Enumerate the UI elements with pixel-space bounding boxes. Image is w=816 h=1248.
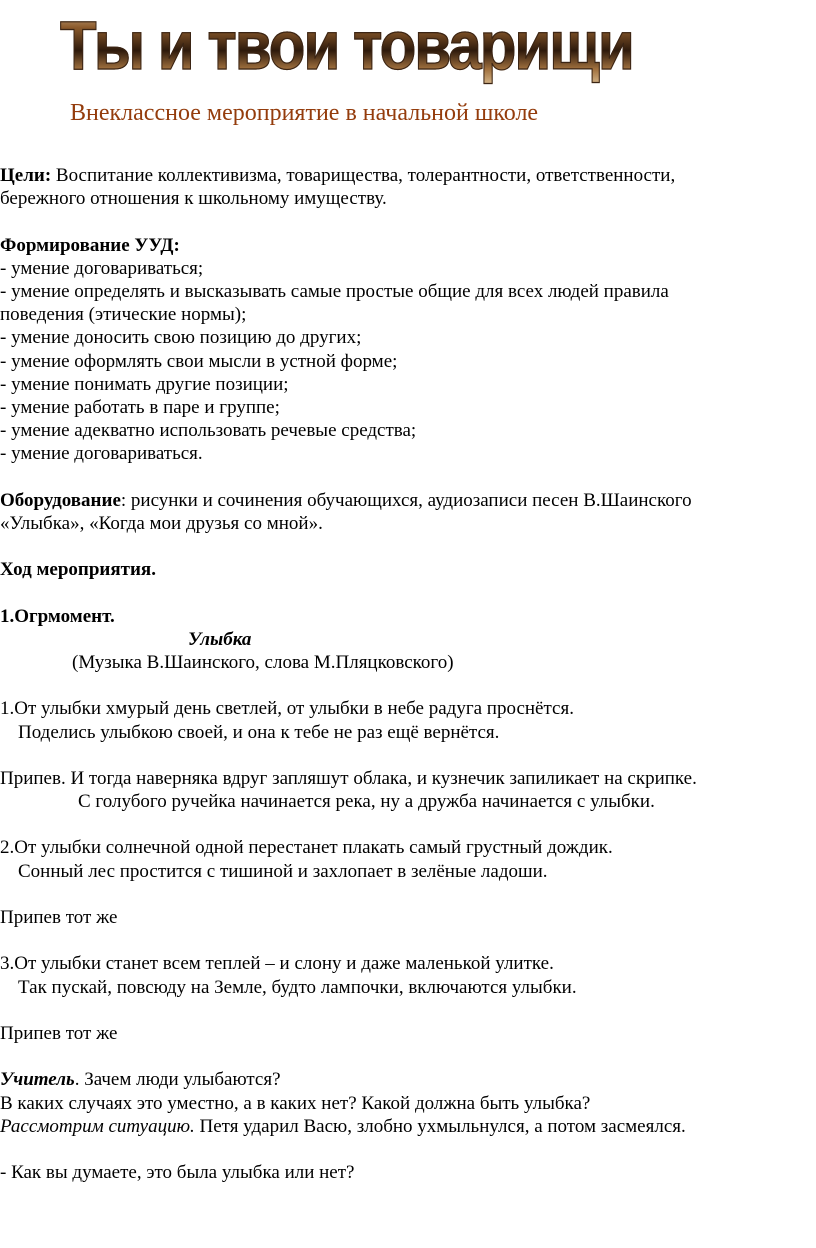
song-chorus-repeat: Припев тот же (0, 907, 118, 928)
goals-line (0, 164, 816, 187)
page-subtitle: Внеклассное мероприятие в начальной школе (70, 100, 539, 126)
document-body (0, 164, 816, 1184)
uud-item: - умение оформлять свои мысли в устной форме; (0, 350, 398, 372)
uud-item: - умение определять и высказывать самые простые общие для всех людей правила (0, 280, 669, 302)
uud-heading: Формирование УУД: (0, 234, 180, 256)
song-verse-line: 2.От улыбки солнечной одной перестанет плакать самый грустный дождик. (0, 837, 613, 859)
teacher-line: Учитель. Зачем люди улыбаются? (0, 1069, 281, 1091)
uud-item: - умение понимать другие позиции; (0, 373, 289, 395)
course-heading: Ход мероприятия. (0, 559, 156, 581)
dialogue-line: В каких случаях это уместно, а в каких нет? Какой должна быть улыбка? (0, 1092, 591, 1114)
page-title: Ты и твои товарищи (60, 0, 680, 92)
song-credits: (Музыка В.Шаинского, слова М.Пляцковского) (72, 651, 454, 673)
uud-item: - умение договариваться; (0, 257, 204, 279)
song-verse-line: 1.От улыбки хмурый день светлей, от улыбки в небе радуга проснётся. (0, 698, 574, 720)
equipment-label: Оборудование (0, 489, 121, 511)
situation-line: Рассмотрим ситуацию. Петя ударил Васю, злобно ухмыльнулся, а потом засмеялся. (0, 1115, 686, 1137)
equipment-line: Оборудование: рисунки и сочинения обучающихся, аудиозаписи песен В.Шаинского (0, 489, 692, 511)
song-title: Улыбка (188, 628, 252, 650)
situation-label: Рассмотрим ситуацию. (0, 1115, 195, 1137)
song-verse-line: 3.От улыбки станет всем теплей – и слону и даже маленькой улитке. (0, 953, 554, 975)
song-chorus-line: С голубого ручейка начинается река, ну а дружба начинается с улыбки. (78, 791, 655, 813)
teacher-label: Учитель (0, 1069, 75, 1091)
song-verse-line: Так пускай, повсюду на Земле, будто лампочки, включаются улыбки. (18, 976, 577, 998)
song-chorus-line: Припев. И тогда наверняка вдруг запляшут облака, и кузнечик запиликает на скрипке. (0, 767, 697, 789)
goals-text: Воспитание коллективизма, товарищества, толерантности, ответственности, (51, 165, 676, 186)
uud-item: поведения (этические нормы); (0, 304, 247, 326)
part1-heading: 1.Огрмомент. (0, 605, 115, 627)
goals-line-2: бережного отношения к школьному имуществу. (0, 188, 387, 210)
uud-item: - умение доносить свою позицию до других; (0, 327, 362, 349)
song-verse-line: Поделись улыбкою своей, и она к тебе не раз ещё вернётся. (18, 721, 500, 743)
uud-item: - умение договариваться. (0, 443, 203, 465)
uud-item: - умение работать в паре и группе; (0, 396, 280, 418)
song-chorus-repeat: Припев тот же (0, 1022, 118, 1044)
question-line: - Как вы думаете, это была улыбка или нет? (0, 1162, 355, 1184)
uud-item: - умение адекватно использовать речевые средства; (0, 420, 417, 442)
song-verse-line: Сонный лес простится с тишиной и захлопает в зелёные ладоши. (18, 860, 548, 882)
equipment-line-2: «Улыбка», «Когда мои друзья со мной». (0, 512, 323, 534)
goals-label: Цели: (0, 165, 52, 186)
